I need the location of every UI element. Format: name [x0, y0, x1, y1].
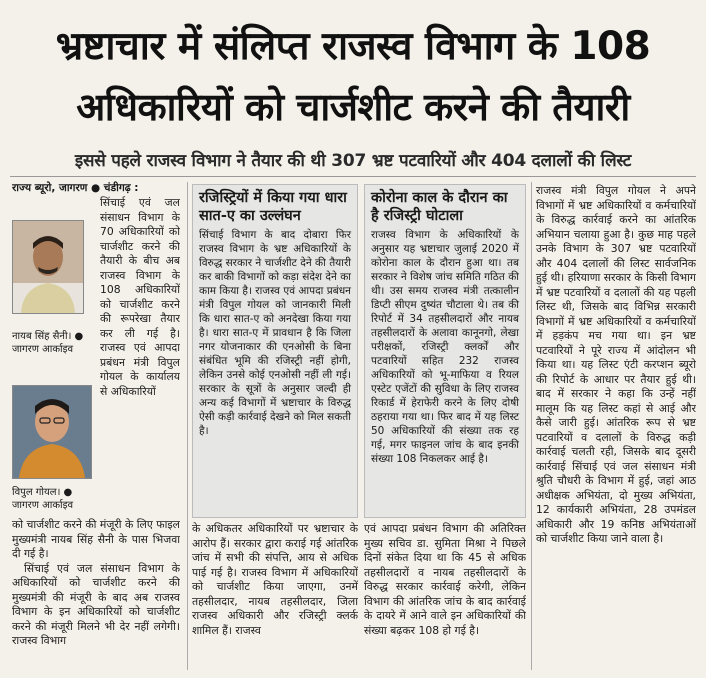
- caption-photo-2: विपुल गोयल। ● जागरण आर्काइव: [12, 487, 74, 511]
- col4: राजस्व मंत्री विपुल गोयल ने अपने विभागों में भ्रष्ट अधिकारियों व कर्मचारियों के विरुद्ध कार्रवाई करने का आंतरिक अभियान चलाया हुआ है। कुछ माह पहले उनके विभाग के 307 भ्रष्ट पटवारियों और 404 दलालों की लिस्ट सार्वजनिक हुई थी। हरियाणा सरकार के किसी विभाग में भ्रष्ट पटवारियों व दलालों की यह पहली लिस्ट थी, जिसके बाद विभिन्न सरकारी विभागों में भ्रष्ट अधिकारियों व कर्मचारियों में हड़कंप मच गया था। इन भ्रष्ट पटवारियों ने पूरे राज्य में आंदोलन भी किया था। यह लिस्ट एंटी करप्शन ब्यूरो की रिपोर्ट के आधार पर तैयार हुई थी। बाद में सरकार ने कहा कि उन्हें नहीं मालूम कि यह लिस्ट कहां से आई और कैसे जारी हुई। आंतरिक रूप से भ्रष्ट पटवारियों व दलालों के विरुद्ध कड़ी कार्रवाई चलती रही, जिसके बाद दूसरी कार्रवाई सिंचाई एवं जल संसाधन मंत्री श्रुति चौधरी के विभाग में हुई, जहां आठ अधीक्षक अभियंता, दो मुख्य अभियंता, 12 कार्यकारी अभियंता, 28 उपमंडल अधिकारी और 19 कनिष्ठ अभियंताओं को चार्जशीट किया जाने वाला है।: [536, 184, 696, 545]
- photo-nayab-saini: [12, 220, 84, 314]
- byline-block: [12, 181, 180, 197]
- column-separator: [187, 182, 188, 670]
- headline-line-2: अधिकारियों को चार्जशीट करने की तैयारी: [76, 85, 630, 129]
- headline-line-1: भ्रष्टाचार में संलिप्त राजस्व विभाग के 108: [55, 24, 651, 69]
- divider: [10, 176, 696, 177]
- subheadline: इससे पहले राजस्व विभाग ने तैयार की थी 307 भ्रष्ट पटवारियों और 404 दलालों की लिस्ट: [74, 151, 632, 171]
- caption-photo-1: नायब सिंह सैनी। ● जागरण आर्काइव: [12, 331, 84, 355]
- box1-body: सिंचाई विभाग के बाद दोबारा फिर राजस्व विभाग के भ्रष्ट अधिकारियों के विरुद्ध सरकार ने चार्जशीट देने की तैयारी कर बाकी विभागों को कड़ा संदेश देने का काम किया है। राजस्व एवं आपदा प्रबंधन मंत्री विपुल गोयल को जानकारी मिली कि धारा सात-ए को अनदेखा किया गया है। धारा सात-ए में प्रावधान है कि जिला नगर योजनाकार की एनओसी के बिना संबंधित भूमि की रजिस्ट्री नहीं होगी, लेकिन उनसे कोई एनओसी नहीं ली गई। सरकार के सूत्रों के अनुसार जल्दी ही अन्य कई विभागों में भ्रष्टाचार के विरुद्ध ऐसी कड़ी कार्रवाई देखने को मिल सकती है।: [199, 229, 351, 437]
- portrait-icon: [13, 221, 83, 313]
- sidebar-box-corona-scam: [364, 184, 526, 518]
- col1-lower: [12, 518, 180, 668]
- col1-para-3: सिंचाई एवं जल संसाधन विभाग के अधिकारियों को चार्जशीट करने की मुख्यमंत्री की मंजूरी के बाद अब राजस्व विभाग के इन अधिकारियों को चार्जशीट करने की मंजूरी मिलने भी देर नहीं लगेगी। राजस्व विभाग: [12, 561, 180, 647]
- column-separator: [531, 182, 532, 670]
- photo-vipul-goyal: [12, 385, 92, 479]
- box2-title: कोरोना काल के दौरान का है रजिस्ट्री घोटाला: [371, 190, 508, 224]
- byline: राज्य ब्यूरो, जागरण ● चंडीगढ़ :: [12, 182, 139, 194]
- box2-body: राजस्व विभाग के अधिकारियों के अनुसार यह भ्रष्टाचार जुलाई 2020 में कोरोना काल के दौरान हुआ था। तब सरकार ने विशेष जांच समिति गठित की थी। उस समय राजस्व मंत्री तत्कालीन डिप्टी सीएम दुष्यंत चौटाला थे। तब की रिपोर्ट में 34 तहसीलदारों और नायब तहसीलदारों के अलावा कानूनगो, लेखा परीक्षकों, रजिस्ट्री क्लर्कों और पटवारियों सहित 232 राजस्व अधिकारियों को भू-माफिया व रियल एस्टेट एजेंटों की सुविधा के लिए राजस्व रिकार्ड में हेराफेरी करने के लिए दोषी ठहराया गया था। फिर बाद में यह लिस्ट 50 अधिकारियों की संख्या तक रह गई, मगर फाइनल जांच के बाद इनकी संख्या 108 निकलकर आई है।: [371, 229, 519, 465]
- col3-bottom: एवं आपदा प्रबंधन विभाग की अतिरिक्त मुख्य सचिव डा. सुमिता मिश्रा ने पिछले दिनों संकेत दिया था कि 45 से अधिक तहसीलदारों व नायब तहसीलदारों के विरुद्ध सरकार कार्रवाई करेगी, लेकिन विभाग की आंतरिक जांच के बाद कार्रवाई के दायरे में आने वाले इन अधिकारियों की संख्या बढ़कर 108 हो गई है।: [364, 522, 526, 637]
- col2-bottom: के अधिकतर अधिकारियों पर भ्रष्टाचार के आरोप हैं। सरकार द्वारा कराई गई आंतरिक जांच में सभी की संपत्ति, आय से अधिक पाई गई है। राजस्व विभाग में अधिकारियों को चार्जशीट किया जाएगा, उनमें तहसीलदार, नायब तहसीलदार, जिला राजस्व अधिकारी और रजिस्ट्री क्लर्क शामिल हैं। राजस्व: [192, 522, 358, 637]
- col1-para-2: को चार्जशीट करने की मंजूरी के लिए फाइल मुख्यमंत्री नायब सिंह सैनी के पास भिजवा दी गई है।: [12, 518, 180, 560]
- sidebar-box-registries: [192, 184, 358, 518]
- col1-intro: सिंचाई एवं जल संसाधन विभाग के 70 अधिकारियों को चार्जशीट करने की तैयारी के बीच अब राजस्व विभाग के 108 अधिकारियों को चार्जशीट करने की रूपरेखा तैयार कर ली गई है। राजस्व एवं आपदा प्रबंधन मंत्री विपुल गोयल के कार्यालय से अधिकारियों: [100, 196, 180, 398]
- portrait-icon: [13, 386, 91, 478]
- box1-title: रजिस्ट्रियों में किया गया धारा सात-ए का उल्लंघन: [199, 190, 347, 224]
